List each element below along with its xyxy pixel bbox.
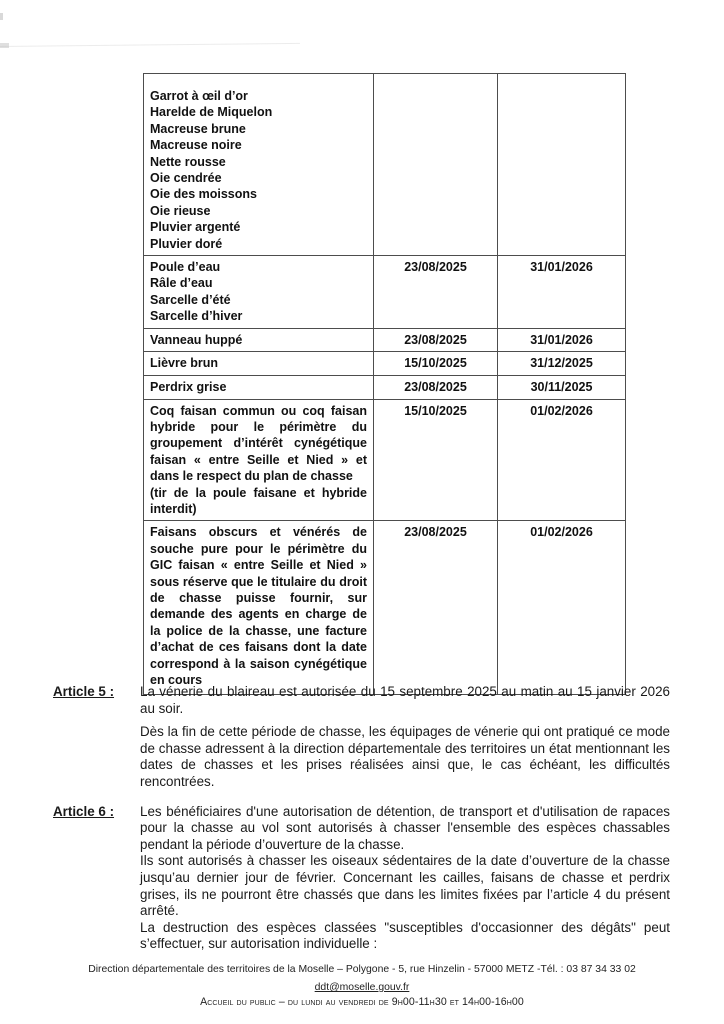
article-label: Article 6 : — [53, 803, 115, 819]
species-line: (tir de la poule faisane et hybride interdit) — [150, 485, 367, 516]
species-cell — [144, 399, 374, 521]
species-line: Pluvier doré — [150, 236, 223, 251]
closing-date-cell: 31/12/2025 — [498, 352, 626, 376]
species-line: Oie rieuse — [150, 203, 211, 218]
table-row — [144, 376, 626, 399]
species-line: Râle d’eau — [150, 276, 213, 291]
footer-hours: Accueil du public – du lundi au vendredi de 9h00-11h30 et 14h00-16h00 — [200, 996, 524, 1008]
opening-date-cell: 23/08/2025 — [374, 376, 498, 399]
hunting-season-table — [143, 73, 626, 695]
article-paragraph: La destruction des espèces classées "susceptibles d'occasionner des dégâts" peut s’effectuer, sur autorisation individuelle : — [140, 919, 670, 952]
species-line: Perdrix grise — [150, 380, 227, 395]
article-block — [0, 684, 724, 791]
article-block — [0, 804, 724, 953]
opening-date-cell — [374, 74, 498, 256]
closing-date-cell: 31/01/2026 — [498, 328, 626, 351]
opening-date-cell: 15/10/2025 — [374, 352, 498, 376]
table-row — [144, 352, 626, 376]
article-paragraph: Ils sont autorisés à chasser les oiseaux sédentaires de la date d’ouverture de la chasse jusqu’au dernier jour de février. Concernant les cailles, faisans de chasse et perdrix grises, ils ne pourront être chassés que dans les limites fixées par l’article 4 du présent arrêté. — [140, 853, 670, 919]
article-label: Article 5 : — [53, 684, 115, 699]
species-cell — [144, 328, 374, 351]
article-paragraph: Les bénéficiaires d'une autorisation de détention, de transport et d'utilisation de rapaces pour la chasse au vol sont autorisés à chasser l'ensemble des espèces chassables pendant la période d’ouverture de la chasse. — [140, 803, 670, 852]
species-line: Pluvier argenté — [150, 220, 241, 235]
opening-date-cell: 23/08/2025 — [374, 328, 498, 351]
species-cell — [144, 352, 374, 376]
closing-date-cell: 30/11/2025 — [498, 376, 626, 399]
closing-date-cell: 01/02/2026 — [498, 399, 626, 521]
table-row — [144, 256, 626, 329]
closing-date-cell: 01/02/2026 — [498, 521, 626, 695]
species-cell — [144, 74, 374, 256]
page-footer — [0, 963, 724, 1009]
footer-email — [0, 977, 724, 995]
species-cell — [144, 521, 374, 695]
closing-date-cell — [498, 74, 626, 256]
species-line: Oie des moissons — [150, 187, 257, 202]
footer-email-link[interactable]: ddt@moselle.gouv.fr — [314, 982, 410, 993]
species-line: Coq faisan commun ou coq faisan hybride pour le périmètre du groupement d’intérêt cynégétique faisan « entre Seille et Nied » et dans le respect du plan de chasse — [150, 403, 367, 484]
opening-date-cell: 23/08/2025 — [374, 256, 498, 329]
closing-date-cell: 31/01/2026 — [498, 256, 626, 329]
season-table-body — [144, 74, 626, 695]
species-cell — [144, 376, 374, 399]
species-line: Nette rousse — [150, 154, 226, 169]
species-line: Faisans obscurs et vénérés de souche pure pour le périmètre du GIC faisan « entre Seille et Nied » sous réserve que le titulaire du droit de chasse puisse fournir, sur demande des agents en charge de la police de la chasse, une facture d’achat de ces faisans dont la date correspond à la saison cynégétique en cours — [150, 525, 367, 687]
articles-section — [0, 684, 724, 953]
species-line: Oie cendrée — [150, 171, 222, 186]
table-row — [144, 328, 626, 351]
species-line: Poule d’eau — [150, 260, 221, 275]
table-row — [144, 399, 626, 521]
footer-address: Direction départementale des territoires de la Moselle – Polygone - 5, rue Hinzelin - 57000 METZ -Tél. : 03 87 34 33 02 — [88, 964, 636, 975]
species-line: Macreuse brune — [150, 121, 246, 136]
opening-date-cell: 23/08/2025 — [374, 521, 498, 695]
article-paragraph: La vénerie du blaireau est autorisée du 15 septembre 2025 au matin au 15 janvier 2026 au soir. — [140, 684, 670, 716]
article-paragraph: Dès la fin de cette période de chasse, les équipages de vénerie qui ont pratiqué ce mode de chasse adressent à la direction départementale des territoires un état mentionnant les dates de chasses et les prises réalisées ainsi que, le cas échéant, les difficultés rencontrées. — [140, 724, 670, 789]
species-line: Sarcelle d’hiver — [150, 309, 243, 324]
species-line: Vanneau huppé — [150, 332, 243, 347]
opening-date-cell: 15/10/2025 — [374, 399, 498, 521]
species-line: Garrot à œil d’or — [150, 89, 248, 103]
table-row — [144, 74, 626, 256]
species-line: Lièvre brun — [150, 356, 219, 371]
table-row — [144, 521, 626, 695]
species-cell — [144, 256, 374, 329]
article-body — [140, 804, 670, 953]
article-body — [140, 684, 670, 791]
species-line: Harelde de Miquelon — [150, 105, 273, 120]
scan-artifact — [0, 43, 300, 47]
species-line: Macreuse noire — [150, 138, 242, 153]
species-line: Sarcelle d’été — [150, 292, 231, 307]
scan-artifact — [0, 13, 3, 20]
